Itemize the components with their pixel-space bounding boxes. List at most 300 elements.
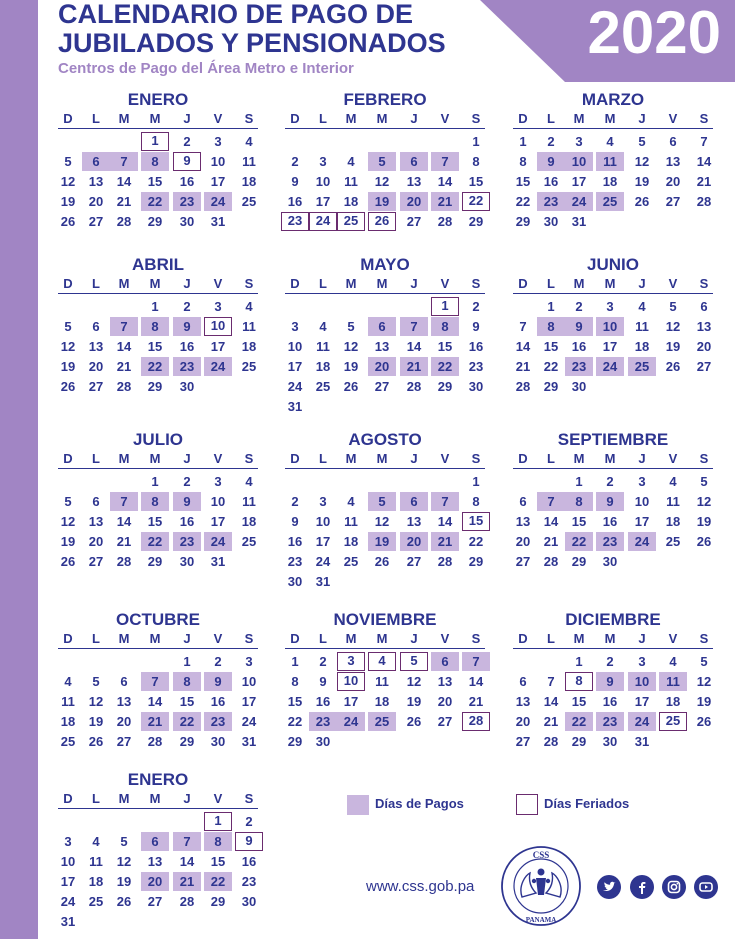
weekday-label: D — [63, 791, 73, 806]
day-cell: 11 — [666, 494, 680, 509]
weekday-header — [58, 110, 258, 129]
day-cell: 29 — [147, 554, 163, 569]
day-cell-payday: 23 — [173, 357, 201, 376]
day-cell-payday: 23 — [309, 712, 337, 731]
weekday-label: S — [699, 276, 709, 291]
day-cell: 29 — [287, 734, 303, 749]
day-cell: 31 — [60, 914, 76, 929]
day-cell: 12 — [374, 514, 390, 529]
weekday-label: D — [63, 111, 73, 126]
day-cell: 3 — [638, 654, 646, 669]
day-cell: 12 — [60, 339, 76, 354]
day-cell: 15 — [147, 514, 163, 529]
day-cell: 3 — [319, 154, 327, 169]
day-cell-payday: 21 — [431, 532, 459, 551]
weekday-label: J — [638, 451, 646, 466]
day-cell-payday: 7 — [537, 492, 565, 511]
weekday-label: M — [149, 631, 161, 646]
day-cell-payday: 22 — [141, 192, 169, 211]
day-cell: 20 — [116, 714, 132, 729]
day-cell: 5 — [64, 154, 72, 169]
day-cell: 26 — [406, 714, 422, 729]
weekday-label: M — [604, 631, 616, 646]
weekday-label: L — [547, 276, 555, 291]
website-link[interactable]: www.css.gob.pa — [366, 878, 475, 895]
month-name: JULIO — [132, 430, 184, 449]
day-cell: 6 — [92, 319, 100, 334]
day-cell-payday: 6 — [82, 152, 110, 171]
day-cell: 26 — [634, 194, 650, 209]
month-name: JUNIO — [587, 255, 639, 274]
weekday-label: D — [290, 631, 300, 646]
day-cell: 11 — [89, 854, 103, 869]
day-cell: 4 — [347, 154, 355, 169]
day-cell-holiday: 9 — [173, 152, 201, 171]
day-cell: 25 — [241, 359, 257, 374]
day-cell: 1 — [151, 474, 159, 489]
day-cell-payday: 24 — [628, 712, 656, 731]
day-cell: 2 — [245, 814, 253, 829]
day-cell: 1 — [519, 134, 527, 149]
day-cell: 11 — [375, 674, 389, 689]
weekday-label: M — [345, 631, 357, 646]
day-cell: 27 — [88, 214, 104, 229]
day-cell: 31 — [315, 574, 331, 589]
day-cell: 18 — [665, 694, 681, 709]
day-cell-payday: 21 — [173, 872, 201, 891]
day-cell: 28 — [116, 554, 132, 569]
day-cell: 31 — [287, 399, 303, 414]
day-cell: 18 — [315, 359, 331, 374]
day-cell: 27 — [515, 554, 531, 569]
day-cell: 2 — [183, 474, 191, 489]
day-cell: 21 — [515, 359, 531, 374]
day-cell-holiday: 26 — [368, 212, 396, 231]
day-cell: 5 — [638, 134, 646, 149]
day-cell: 7 — [547, 674, 555, 689]
day-cell: 15 — [543, 339, 559, 354]
month-name: FEBRERO — [343, 90, 427, 109]
day-cell-payday: 20 — [141, 872, 169, 891]
day-cell: 27 — [696, 359, 712, 374]
day-cell: 5 — [700, 474, 708, 489]
day-cell-payday: 10 — [596, 317, 624, 336]
day-cell: 5 — [120, 834, 128, 849]
day-cell: 28 — [515, 379, 531, 394]
weekday-label: M — [118, 791, 130, 806]
day-cell: 26 — [374, 554, 390, 569]
day-cell: 10 — [634, 494, 650, 509]
day-cell: 4 — [245, 474, 253, 489]
month-name: DICIEMBRE — [565, 610, 661, 629]
day-cell: 6 — [519, 674, 527, 689]
day-cell: 30 — [602, 734, 618, 749]
month-diciembre-11 — [513, 610, 713, 751]
weekday-header — [513, 110, 713, 129]
day-cell: 11 — [344, 174, 358, 189]
day-cell: 10 — [60, 854, 76, 869]
day-cell-payday: 9 — [204, 672, 232, 691]
month-name: ENERO — [127, 90, 189, 109]
day-cell: 17 — [315, 194, 331, 209]
day-cell: 17 — [343, 694, 359, 709]
day-cell: 2 — [183, 299, 191, 314]
day-cell: 3 — [606, 299, 614, 314]
day-cell: 15 — [210, 854, 226, 869]
day-cell-holiday: 9 — [235, 832, 263, 851]
weekday-label: M — [118, 276, 130, 291]
day-cell: 12 — [696, 674, 712, 689]
day-cell: 18 — [241, 174, 257, 189]
day-cell: 19 — [60, 194, 76, 209]
day-cell: 12 — [374, 174, 390, 189]
day-cell: 5 — [64, 319, 72, 334]
day-cell: 27 — [374, 379, 390, 394]
page-subtitle: Centros de Pago del Área Metro e Interior — [58, 60, 354, 77]
day-cell: 17 — [210, 174, 226, 189]
day-cell: 12 — [88, 694, 104, 709]
day-cell: 19 — [696, 514, 712, 529]
day-cell-payday: 24 — [596, 357, 624, 376]
weekday-label: V — [440, 111, 450, 126]
day-cell: 4 — [669, 654, 677, 669]
day-cell: 29 — [179, 734, 195, 749]
day-cell: 29 — [571, 734, 587, 749]
day-cell: 16 — [543, 174, 559, 189]
day-cell: 6 — [92, 494, 100, 509]
weekday-header — [513, 275, 713, 294]
weekday-label: D — [518, 631, 528, 646]
day-cell-holiday: 24 — [309, 212, 337, 231]
day-cell: 22 — [287, 714, 303, 729]
day-cell: 21 — [543, 534, 559, 549]
day-cell-payday: 22 — [431, 357, 459, 376]
left-accent-bar — [0, 0, 38, 939]
day-cell: 15 — [437, 339, 453, 354]
day-cell-payday: 11 — [596, 152, 624, 171]
weekday-label: V — [213, 276, 223, 291]
day-cell: 30 — [179, 554, 195, 569]
day-cell: 18 — [241, 339, 257, 354]
day-cell: 9 — [291, 514, 299, 529]
day-cell-payday: 24 — [337, 712, 365, 731]
day-cell: 29 — [147, 214, 163, 229]
weekday-label: J — [410, 631, 418, 646]
weekday-header — [513, 630, 713, 649]
day-cell: 23 — [287, 554, 303, 569]
day-cell: 16 — [468, 339, 484, 354]
day-cell: 14 — [179, 854, 195, 869]
day-cell-payday: 7 — [141, 672, 169, 691]
day-cell: 20 — [515, 714, 531, 729]
day-cell: 16 — [602, 694, 618, 709]
day-cell: 4 — [606, 134, 614, 149]
day-cell-payday: 5 — [368, 152, 396, 171]
day-cell: 10 — [315, 174, 331, 189]
weekday-label: L — [319, 451, 327, 466]
day-cell: 27 — [147, 894, 163, 909]
day-cell: 10 — [210, 154, 226, 169]
day-cell-payday: 6 — [431, 652, 459, 671]
weekday-label: D — [290, 451, 300, 466]
day-cell: 17 — [60, 874, 76, 889]
day-cell: 5 — [669, 299, 677, 314]
day-cell: 4 — [64, 674, 72, 689]
weekday-label: J — [183, 276, 191, 291]
day-cell: 25 — [343, 554, 359, 569]
day-cell: 6 — [700, 299, 708, 314]
weekday-label: M — [376, 631, 388, 646]
weekday-label: M — [604, 276, 616, 291]
day-cell: 3 — [64, 834, 72, 849]
day-cell-payday: 19 — [368, 192, 396, 211]
day-cell-payday: 21 — [400, 357, 428, 376]
day-cell: 2 — [291, 494, 299, 509]
weekday-label: L — [319, 631, 327, 646]
weekday-header — [285, 450, 485, 469]
facebook-icon[interactable] — [630, 875, 654, 899]
day-cell: 14 — [147, 694, 163, 709]
day-cell-payday: 25 — [596, 192, 624, 211]
day-cell: 6 — [669, 134, 677, 149]
weekday-label: L — [92, 631, 100, 646]
day-cell: 29 — [571, 554, 587, 569]
year-label: 2020 — [587, 0, 721, 66]
day-cell: 31 — [571, 214, 587, 229]
weekday-header — [58, 790, 258, 809]
day-cell-holiday: 1 — [204, 812, 232, 831]
day-cell-payday: 24 — [204, 357, 232, 376]
weekday-label: D — [63, 276, 73, 291]
weekday-label: M — [149, 111, 161, 126]
day-cell: 18 — [665, 514, 681, 529]
day-cell: 14 — [116, 174, 132, 189]
day-cell: 29 — [210, 894, 226, 909]
day-cell-holiday: 1 — [141, 132, 169, 151]
day-cell: 19 — [634, 174, 650, 189]
day-cell: 19 — [116, 874, 132, 889]
day-cell: 9 — [472, 319, 480, 334]
day-cell: 4 — [92, 834, 100, 849]
weekday-label: S — [471, 451, 481, 466]
day-cell: 26 — [696, 534, 712, 549]
weekday-label: M — [604, 111, 616, 126]
day-cell-payday: 7 — [431, 152, 459, 171]
day-cell: 16 — [571, 339, 587, 354]
weekday-label: D — [518, 451, 528, 466]
day-cell: 26 — [60, 379, 76, 394]
day-cell: 30 — [602, 554, 618, 569]
day-cell-payday: 8 — [204, 832, 232, 851]
month-marzo-2 — [513, 90, 713, 231]
days-grid — [58, 129, 258, 231]
day-cell: 10 — [315, 514, 331, 529]
day-cell: 13 — [515, 694, 531, 709]
day-cell: 30 — [287, 574, 303, 589]
day-cell: 28 — [179, 894, 195, 909]
day-cell: 17 — [241, 694, 257, 709]
weekday-header — [58, 275, 258, 294]
days-grid — [513, 294, 713, 396]
day-cell-holiday: 10 — [204, 317, 232, 336]
day-cell: 17 — [210, 514, 226, 529]
days-grid — [58, 469, 258, 571]
days-grid — [285, 649, 485, 751]
day-cell: 9 — [291, 174, 299, 189]
day-cell: 3 — [319, 494, 327, 509]
day-cell-payday: 24 — [204, 192, 232, 211]
month-name: MARZO — [581, 90, 645, 109]
day-cell-payday: 23 — [596, 712, 624, 731]
weekday-label: M — [604, 451, 616, 466]
day-cell-payday: 9 — [537, 152, 565, 171]
day-cell: 19 — [665, 339, 681, 354]
weekday-label: S — [699, 111, 709, 126]
day-cell-payday: 25 — [628, 357, 656, 376]
month-name: AGOSTO — [348, 430, 422, 449]
weekday-label: M — [149, 276, 161, 291]
weekday-label: M — [573, 111, 585, 126]
day-cell-holiday: 28 — [462, 712, 490, 731]
day-cell-payday: 7 — [110, 317, 138, 336]
day-cell: 16 — [602, 514, 618, 529]
weekday-label: M — [376, 276, 388, 291]
day-cell: 5 — [700, 654, 708, 669]
youtube-icon[interactable] — [694, 875, 718, 899]
day-cell-payday: 8 — [173, 672, 201, 691]
day-cell: 12 — [634, 154, 650, 169]
day-cell-payday: 8 — [537, 317, 565, 336]
weekday-label: L — [319, 276, 327, 291]
day-cell: 18 — [241, 514, 257, 529]
day-cell: 11 — [242, 494, 256, 509]
weekday-label: L — [319, 111, 327, 126]
day-cell: 3 — [245, 654, 253, 669]
day-cell: 21 — [468, 694, 484, 709]
day-cell: 17 — [634, 514, 650, 529]
month-name: NOVIEMBRE — [333, 610, 437, 629]
day-cell: 15 — [515, 174, 531, 189]
day-cell-payday: 6 — [141, 832, 169, 851]
month-name: ABRIL — [132, 255, 184, 274]
days-grid — [285, 294, 485, 416]
day-cell: 6 — [519, 494, 527, 509]
day-cell: 14 — [116, 514, 132, 529]
day-cell-payday: 19 — [368, 532, 396, 551]
page-title — [58, 0, 446, 58]
day-cell: 31 — [210, 554, 226, 569]
day-cell: 11 — [61, 694, 75, 709]
day-cell: 28 — [116, 379, 132, 394]
weekday-label: J — [183, 791, 191, 806]
day-cell: 28 — [543, 734, 559, 749]
day-cell: 30 — [179, 214, 195, 229]
legend-holiday-label: Días Feriados — [544, 796, 630, 811]
weekday-label: S — [699, 631, 709, 646]
day-cell-payday: 8 — [141, 317, 169, 336]
weekday-label: L — [92, 451, 100, 466]
day-cell: 27 — [406, 214, 422, 229]
day-cell: 18 — [374, 694, 390, 709]
day-cell: 13 — [88, 339, 104, 354]
weekday-label: J — [410, 451, 418, 466]
day-cell: 27 — [88, 554, 104, 569]
weekday-label: J — [638, 276, 646, 291]
month-enero-0 — [58, 90, 258, 231]
legend-pay-swatch — [347, 795, 369, 815]
weekday-label: V — [440, 276, 450, 291]
day-cell: 14 — [406, 339, 422, 354]
day-cell-holiday: 23 — [281, 212, 309, 231]
day-cell-payday: 6 — [400, 492, 428, 511]
day-cell: 2 — [575, 299, 583, 314]
day-cell: 14 — [437, 514, 453, 529]
day-cell: 12 — [665, 319, 681, 334]
day-cell: 30 — [210, 734, 226, 749]
day-cell: 31 — [210, 214, 226, 229]
day-cell: 14 — [543, 694, 559, 709]
day-cell: 13 — [88, 174, 104, 189]
day-cell: 16 — [287, 194, 303, 209]
day-cell: 16 — [179, 339, 195, 354]
day-cell: 4 — [638, 299, 646, 314]
day-cell: 13 — [116, 694, 132, 709]
day-cell: 15 — [179, 694, 195, 709]
day-cell: 27 — [515, 734, 531, 749]
weekday-label: J — [410, 276, 418, 291]
day-cell-holiday: 10 — [337, 672, 365, 691]
day-cell: 15 — [571, 694, 587, 709]
weekday-label: M — [345, 276, 357, 291]
instagram-icon[interactable] — [662, 875, 686, 899]
day-cell-payday: 9 — [565, 317, 593, 336]
month-mayo-4 — [285, 255, 485, 416]
day-cell: 4 — [245, 299, 253, 314]
day-cell-payday: 23 — [596, 532, 624, 551]
weekday-label: S — [244, 276, 254, 291]
weekday-header — [285, 630, 485, 649]
days-grid — [513, 129, 713, 231]
day-cell: 27 — [406, 554, 422, 569]
day-cell: 27 — [88, 379, 104, 394]
day-cell: 13 — [406, 514, 422, 529]
day-cell: 12 — [696, 494, 712, 509]
day-cell: 30 — [468, 379, 484, 394]
day-cell: 28 — [696, 194, 712, 209]
twitter-icon[interactable] — [597, 875, 621, 899]
logo-text-top: CSS — [532, 850, 550, 860]
day-cell: 25 — [665, 534, 681, 549]
day-cell-payday: 8 — [141, 152, 169, 171]
day-cell: 5 — [64, 494, 72, 509]
weekday-label: M — [573, 276, 585, 291]
day-cell: 11 — [242, 154, 256, 169]
weekday-label: V — [440, 451, 450, 466]
month-noviembre-10 — [285, 610, 485, 751]
day-cell-holiday: 15 — [462, 512, 490, 531]
day-cell: 19 — [88, 714, 104, 729]
day-cell-payday: 11 — [659, 672, 687, 691]
day-cell-payday: 21 — [431, 192, 459, 211]
day-cell: 7 — [700, 134, 708, 149]
day-cell: 1 — [575, 654, 583, 669]
day-cell: 3 — [214, 474, 222, 489]
day-cell: 16 — [179, 174, 195, 189]
day-cell-payday: 20 — [368, 357, 396, 376]
day-cell: 14 — [696, 154, 712, 169]
day-cell-holiday: 3 — [337, 652, 365, 671]
day-cell: 1 — [472, 474, 480, 489]
